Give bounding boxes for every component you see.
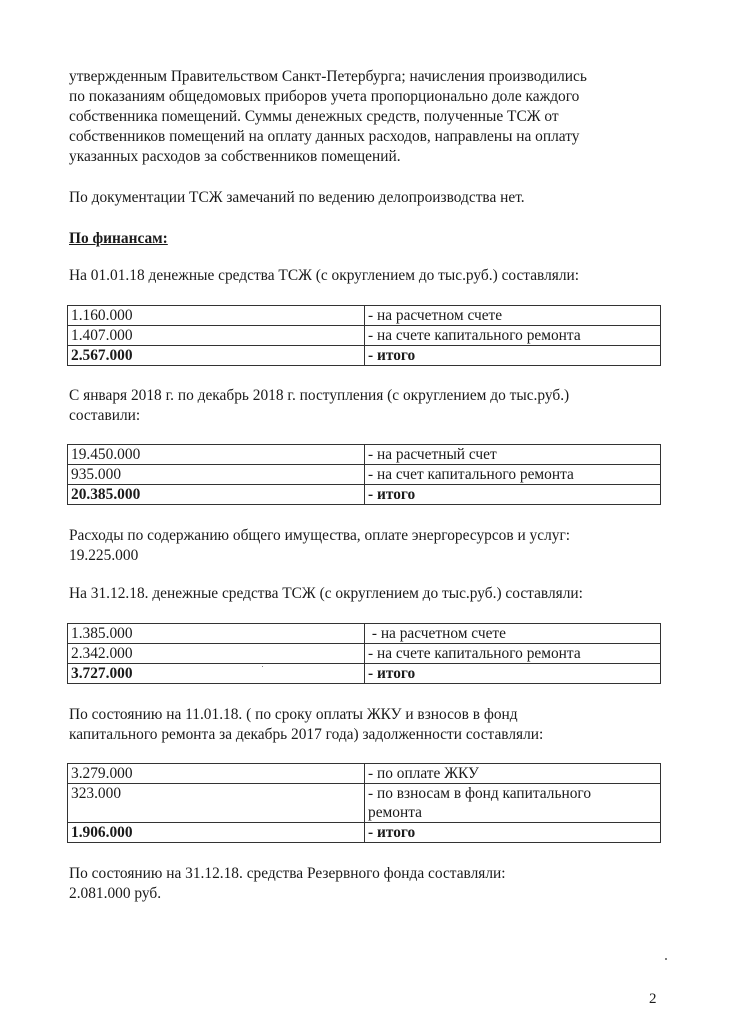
amount-cell: 19.450.000: [68, 445, 365, 465]
documentation-note: По документации ТСЖ замечаний по ведению делопроизводства нет.: [69, 189, 525, 206]
amount-cell: 20.385.000: [68, 485, 365, 505]
label-cell: - итого: [365, 485, 661, 505]
expenses-text: Расходы по содержанию общего имущества, оплате энергоресурсов и услуг: 19.225.000: [69, 527, 571, 564]
receipts-table: [67, 444, 661, 505]
scan-speck: [262, 666, 263, 667]
label-cell: - по взносам в фонд капитального ремонта: [365, 784, 661, 823]
intro-line: указанных расходов за собственников помещений.: [69, 148, 401, 165]
amount-cell: 935.000: [68, 465, 365, 485]
amount-cell: 3.279.000: [68, 764, 365, 784]
amount-cell: 1.407.000: [68, 326, 365, 346]
total-row: [68, 823, 661, 843]
label-cell: - на расчетном счете: [365, 624, 661, 644]
total-row: [68, 664, 661, 684]
label-cell: - на расчетный счет: [365, 445, 661, 465]
total-row: [68, 346, 661, 366]
section1-text: На 01.01.18 денежные средства ТСЖ (с округлением до тыс.руб.) составляли:: [69, 267, 580, 284]
label-cell: - на расчетном счете: [365, 306, 661, 326]
amount-cell: 3.727.000: [68, 664, 365, 684]
amount-cell: 323.000: [68, 784, 365, 823]
intro-paragraph: [69, 67, 669, 167]
intro-line: собственника помещений. Суммы денежных средств, полученные ТСЖ от: [69, 108, 559, 125]
table-row: [68, 306, 661, 326]
intro-line: по показаниям общедомовых приборов учета пропорционально доле каждого: [69, 88, 580, 105]
debts-table: [67, 763, 661, 843]
page-number: 2: [649, 991, 657, 1007]
table-row: [68, 624, 661, 644]
table-row: [68, 764, 661, 784]
section4-text: По состоянию на 11.01.18. ( по сроку оплаты ЖКУ и взносов в фонд капитального ремонта за декабрь 2017 года) задолженности составляли:: [69, 706, 544, 743]
label-cell: - по оплате ЖКУ: [365, 764, 661, 784]
label-cell: - на счет капитального ремонта: [365, 465, 661, 485]
table-row: [68, 465, 661, 485]
scan-speck: [665, 958, 667, 960]
total-row: [68, 485, 661, 505]
amount-cell: 2.567.000: [68, 346, 365, 366]
funds-end-table: [67, 623, 661, 684]
table-row: [68, 445, 661, 465]
amount-cell: 1.385.000: [68, 624, 365, 644]
amount-cell: 1.160.000: [68, 306, 365, 326]
table-row: [68, 644, 661, 664]
table-row: [68, 326, 661, 346]
label-cell: - на счете капитального ремонта: [365, 326, 661, 346]
table-row: [68, 784, 661, 823]
intro-line: собственников помещений на оплату данных расходов, направлены на оплату: [69, 128, 580, 145]
amount-cell: 2.342.000: [68, 644, 365, 664]
finance-heading: По финансам:: [69, 230, 168, 247]
reserve-fund-text: По состоянию на 31.12.18. средства Резервного фонда составляли: 2.081.000 руб.: [69, 865, 506, 902]
intro-line: утвержденным Правительством Санкт-Петербурга; начисления производились: [69, 68, 587, 85]
amount-cell: 1.906.000: [68, 823, 365, 843]
label-cell: - на счете капитального ремонта: [365, 644, 661, 664]
section2-text: С января 2018 г. по декабрь 2018 г. поступления (с округлением до тыс.руб.) составили:: [69, 387, 570, 424]
label-cell: - итого: [365, 346, 661, 366]
label-cell: - итого: [365, 823, 661, 843]
funds-start-table: [67, 305, 661, 366]
label-cell: - итого: [365, 664, 661, 684]
section3-text: На 31.12.18. денежные средства ТСЖ (с округлением до тыс.руб.) составляли:: [69, 585, 583, 602]
